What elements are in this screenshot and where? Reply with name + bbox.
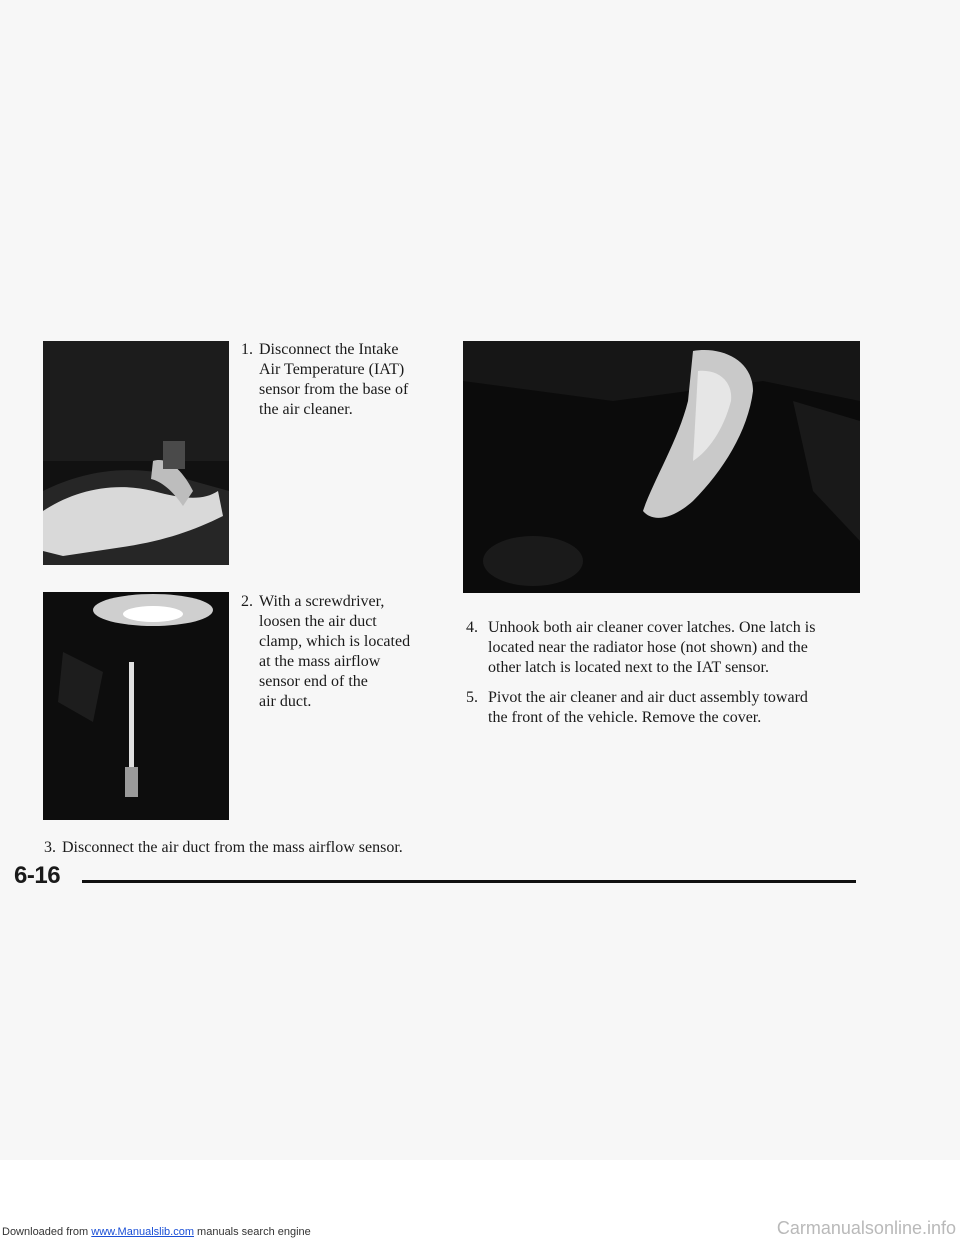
watermark: Carmanualsonline.info [776, 1218, 956, 1238]
footer-rule [82, 880, 856, 883]
page-number: 6-16 [14, 862, 61, 889]
download-footer [0, 1218, 960, 1242]
step-text: With a screwdriver, loosen the air duct clamp, which is located at the mass airflow sensor end of the air duct. [259, 593, 411, 710]
footer-prefix: Downloaded from [2, 1226, 89, 1238]
step-number: 2. [241, 593, 253, 610]
photo-iat-sensor [43, 341, 229, 565]
step-number: 1. [241, 341, 253, 358]
footer-source [2, 1226, 311, 1238]
step-text: Disconnect the Intake Air Temperature (IAT) sensor from the base of the air cleaner. [259, 341, 409, 418]
photo-air-duct-clamp [43, 592, 229, 820]
photo-cover-latch [463, 341, 860, 593]
step-number: 4. [466, 619, 478, 636]
manualslib-link[interactable]: www.Manualslib.com [91, 1226, 194, 1238]
step-number: 5. [466, 689, 478, 706]
step-text: Unhook both air cleaner cover latches. One latch is located near the radiator hose (not shown) and the other latch is located next to the IAT sensor. [488, 619, 816, 676]
footer-suffix: manuals search engine [197, 1226, 311, 1238]
step-text: Pivot the air cleaner and air duct assembly toward the front of the vehicle. Remove the cover. [488, 689, 808, 726]
step-number: 3. [44, 839, 56, 856]
step-text: Disconnect the air duct from the mass airflow sensor. [62, 839, 403, 856]
